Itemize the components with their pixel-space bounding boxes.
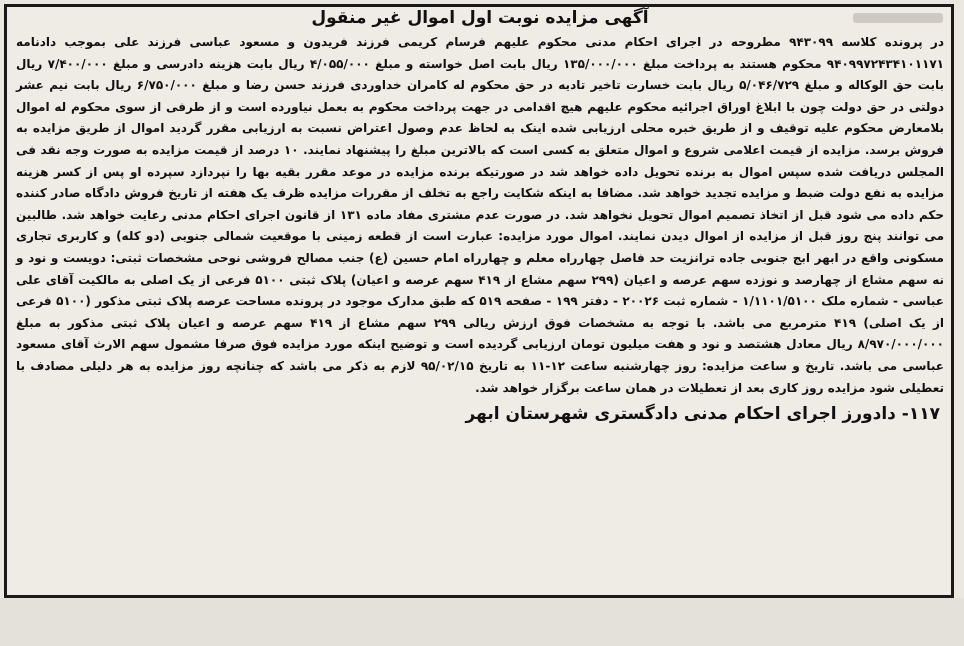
notice-signature: ۱۱۷- دادورز اجرای احکام مدنی دادگستری شهرستان ابهر [465,404,940,425]
notice-body: در پرونده کلاسه ۹۴۳۰۹۹ مطروحه در اجرای احکام مدنی محکوم علیهم فرسام کریمی فرزند فریدون و مسعود عباسی فرزند علی بموجب دادنامه ۹۴۰۹۹۷۲۴۳۴۱۰۱۱۷۱ محکوم هستند به پرداخت مبلغ ۱۳۵/۰۰۰/۰۰۰ ریال بابت اصل خواسته و مبلغ ۴/۰۵۵/۰۰۰ ریال بابت هزینه دادرسی و مبلغ ۷/۴۰۰/۰۰۰ ریال بابت حق الوکاله و مبلغ ۵/۰۴۶/۷۲۹ ریال بابت خسارت تاخیر تادیه در حق محکوم له کامران خداوردی فرزند حسن رضا و مبلغ ۶/۷۵۰/۰۰۰ ریال بابت نیم عشر دولتی در حق دولت چون با ابلاغ اوراق اجرائیه محکوم علیهم هیچ اقدامی در جهت پرداخت محکوم به بعمل نیاورده است و از طرفی از سوی محکوم له اموال بلامعارض محکوم علیه توقیف و از طریق خبره محلی ارزیابی شده اینک به لحاظ عدم وصول اعتراض نسبت به ارزیابی مقرر گردید اموال از طریق مزایده به فروش برسد. مزایده از قیمت اعلامی شروع و اموال متعلق به کسی است که بالاترین مبلغ را پیشنهاد نمایند. ۱۰ درصد از قیمت مزایده به صورت وجه نقد فی المجلس دریافت شده سپس اموال به برنده تحویل داده خواهد شد در صورتیکه برنده مزایده در موعد مقرر بقیه بها را نپردازد سپرده او پس از کسر هزینه مزایده به نفع دولت ضبط و مزایده تجدید خواهد شد. مضافا به اینکه شکایت راجع به تخلف از مقررات مزایده ظرف یک هفته از تاریخ فروش دادگاه صادر کننده حکم داده می شود قبل از اتخاذ تصمیم اموال تحویل نخواهد شد. در صورت عدم مشتری مفاد ماده ۱۳۱ از قانون اجرای احکام مدنی رعایت خواهد شد. طالبین می توانند پنج روز قبل از مزایده از اموال دیدن نمایند. اموال مورد مزایده: عبارت است از قطعه زمینی با موقعیت شمالی جنوبی (دو کله) و کاربری تجاری مسکونی واقع در ابهر ابج جنوبی جاده ترانزیت حد فاصل چهارراه معلم و چهارراه امام حسین (ع) جنب مصالح فروشی نوحی مشخصات ثبتی: دویست و نود و نه سهم مشاع از چهارصد و نوزده سهم عرصه و اعیان (۲۹۹ سهم مشاع از ۴۱۹ سهم عرصه و اعیان) پلاک ثبتی ۵۱۰۰ فرعی از یک اصلی به مالکیت آقای علی عباسی - شماره ملک ۱/۱۱۰۱/۵۱۰۰ - شماره ثبت ۲۰۰۲۶ - دفتر ۱۹۹ - صفحه ۵۱۹ که طبق مدارک موجود در پرونده مساحت عرصه پلاک ثبتی مذکور (۵۱۰۰ فرعی از یک اصلی) ۴۱۹ مترمربع می باشد. با توجه به مشخصات فوق ارزش ریالی ۲۹۹ سهم مشاع از ۴۱۹ سهم عرصه و اعیان پلاک ثبتی مذکور به مبلغ ۸/۹۷۰/۰۰۰/۰۰۰ ریال معادل هشتصد و نود و هفت میلیون تومان ارزیابی گردیده است و توضیح اینکه مورد مزایده فوق صرفا مشمول سهم الارث آقای مسعود عباسی می باشد. تاریخ و ساعت مزایده: روز چهارشنبه ساعت ۱۲-۱۱ به تاریخ ۹۵/۰۲/۱۵ لازم به ذکر می باشد که چنانچه روز مزایده به هر دلیلی مصادف با تعطیلی شود مزایده روز کاری بعد از تعطیلات در همان ساعت برگزار خواهد شد. [16,35,945,395]
page-bottom-margin [0,598,964,646]
notice-content [16,6,944,427]
notice-title: آگهی مزایده نوبت اول اموال غیر منقول [311,8,649,28]
